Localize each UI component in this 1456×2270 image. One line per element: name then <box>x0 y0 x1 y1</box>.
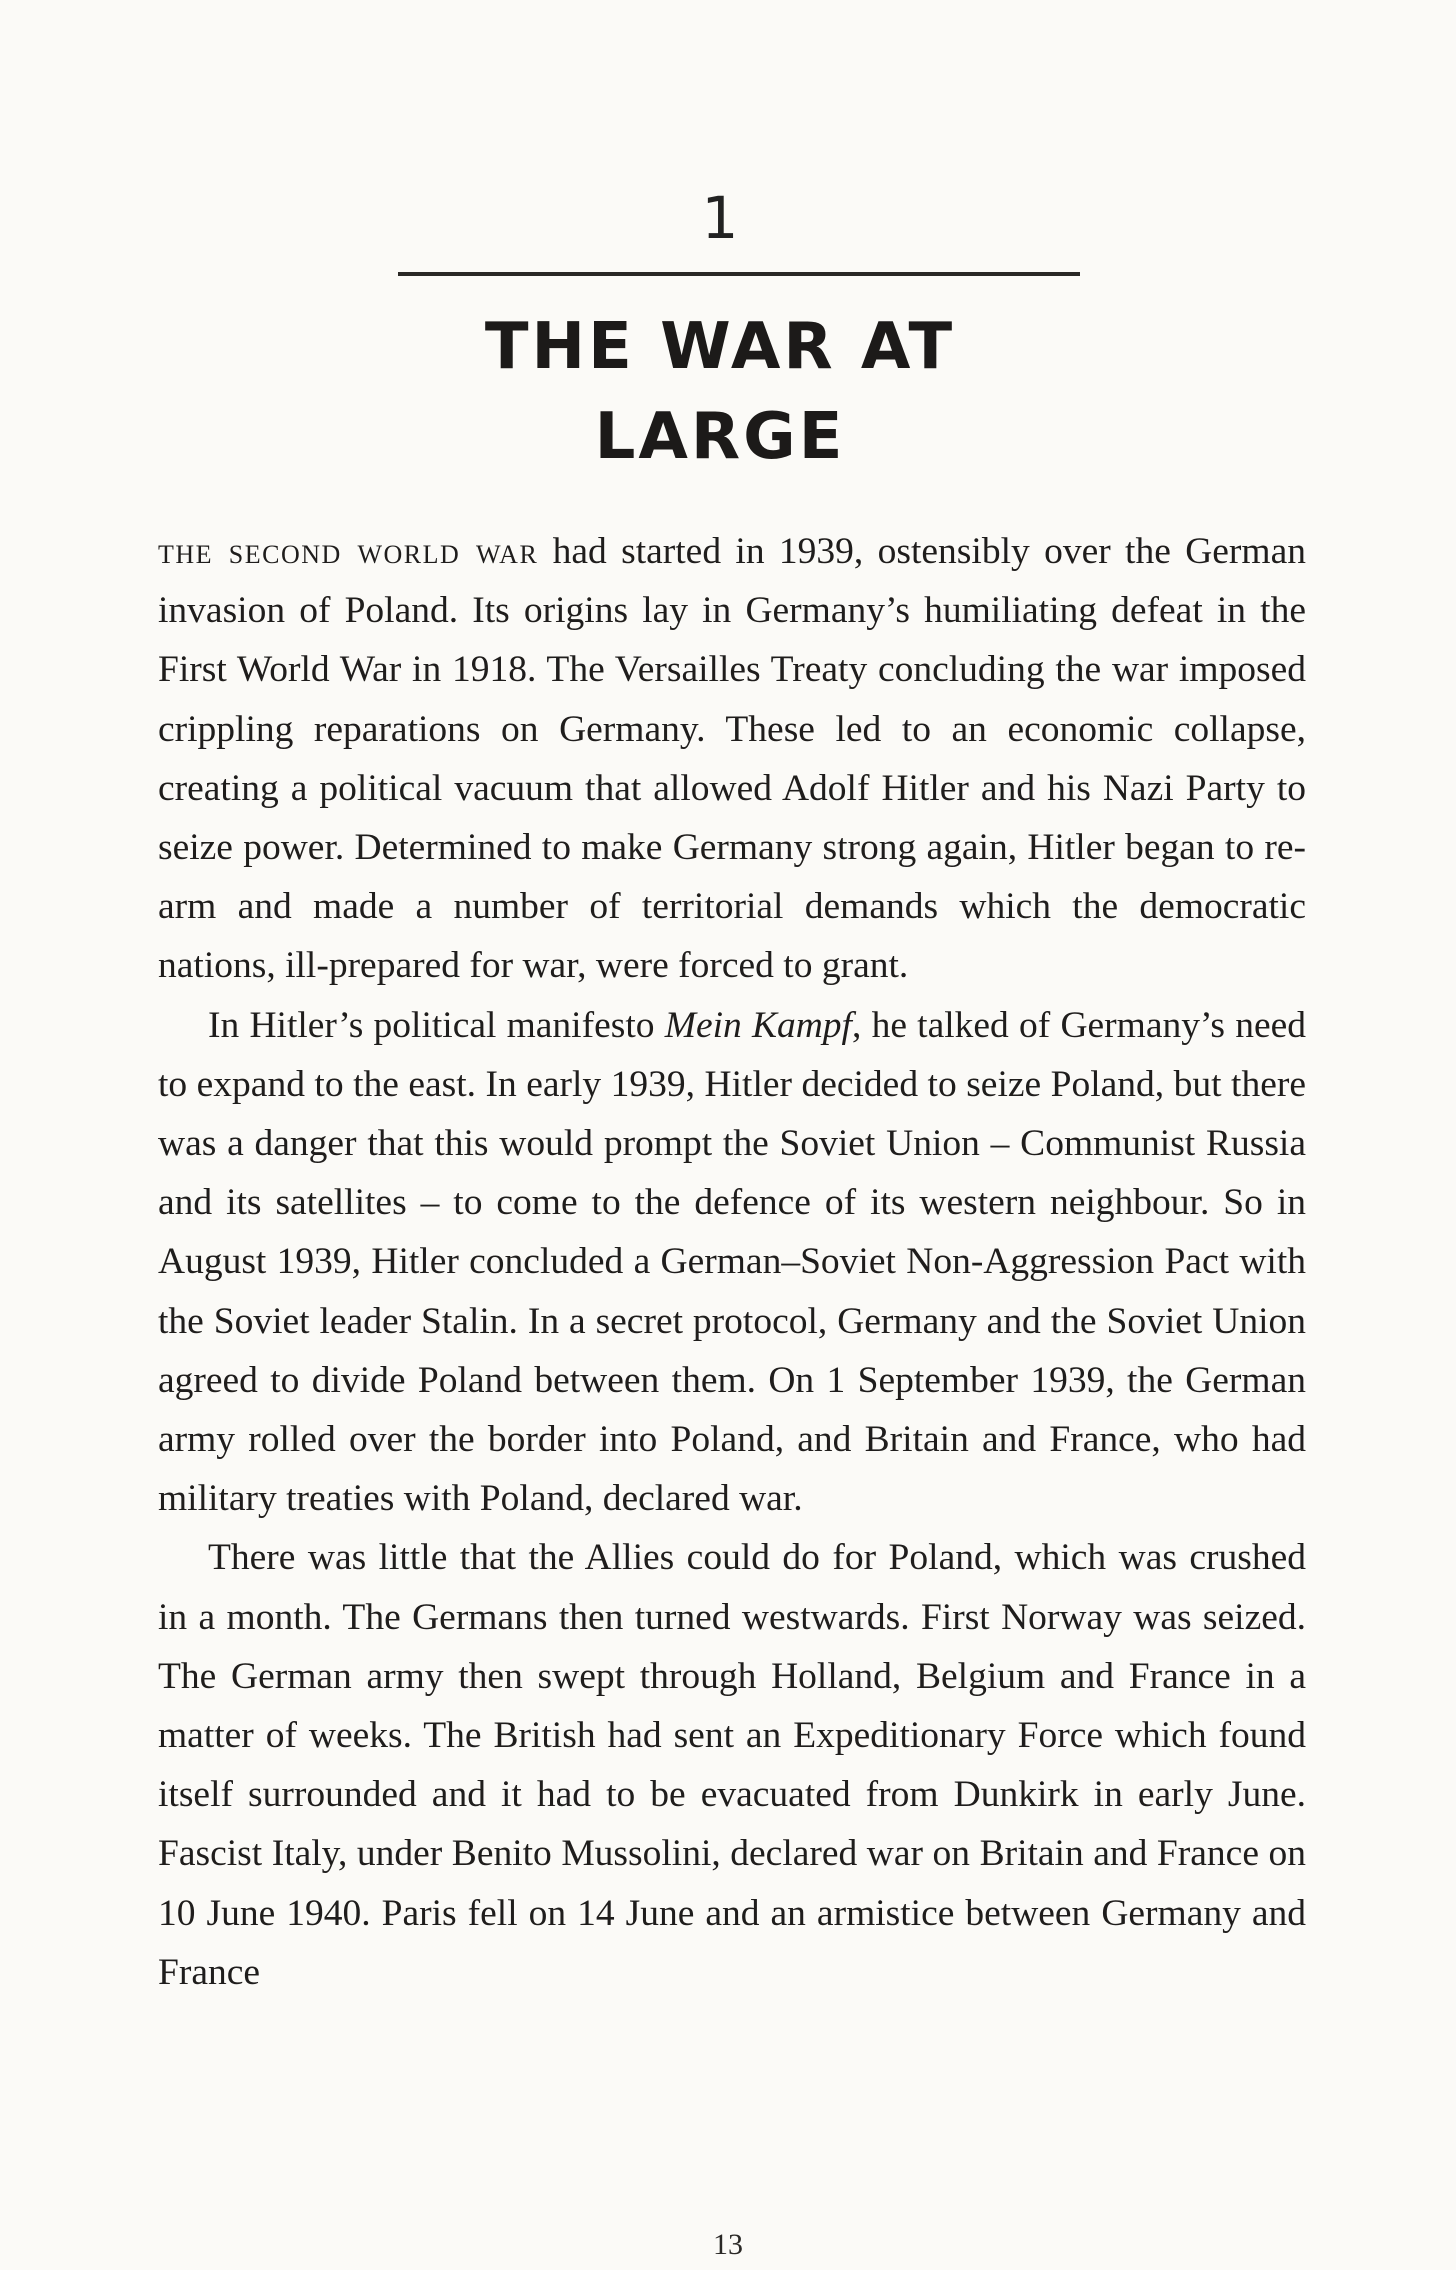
chapter-number: 1 <box>701 184 739 252</box>
paragraph-1-text: had started in 1939, ostensibly over the German invasion of Poland. Its origins lay in Germany’s humiliating defeat in the First World War in 1918. The Versailles Treaty concluding the war imposed crippling reparations on Germany. These led to an economic collapse, creating a political vacuum that allowed Adolf Hitler and his Nazi Party to seize power. Determined to make Germany strong again, Hitler began to re-arm and made a number of territorial demands which the democratic nations, ill-prepared for war, were forced to grant. <box>158 531 1306 987</box>
paragraph-2 <box>158 996 1306 1529</box>
paragraph-2-text-before: In Hitler’s political manifesto <box>208 1004 665 1046</box>
paragraph-1 <box>158 522 1306 996</box>
page-number: 13 <box>713 2228 743 2261</box>
opening-small-caps: the second world war <box>158 531 539 572</box>
paragraph-2-text-after: , he talked of Germany’s need to expand to the east. In early 1939, Hitler decided to seize Poland, but there was a danger that this would prompt the Soviet Union – Communist Russia and its satellites – to come to the defence of its western neighbour. So in August 1939, Hitler concluded a German–Soviet Non-Aggression Pact with the Soviet leader Stalin. In a secret protocol, Germany and the Soviet Union agreed to divide Poland between them. On 1 September 1939, the German army rolled over the border into Poland, and Britain and France, who had military treaties with Poland, declared war. <box>158 1004 1306 1520</box>
body-text <box>158 522 1306 2002</box>
book-title-italic: Mein Kampf <box>664 1004 852 1046</box>
chapter-divider <box>398 272 1080 276</box>
chapter-title: THE WAR AT LARGE <box>484 310 956 474</box>
paragraph-3: There was little that the Allies could do for Poland, which was crushed in a month. The Germans then turned westwards. First Norway was seized. The German army then swept through Holland, Belgium and France in a matter of weeks. The British had sent an Expeditionary Force which found itself surrounded and it had to be evacuated from Dunkirk in early June. Fascist Italy, under Benito Mussolini, declared war on Britain and France on 10 June 1940. Paris fell on 14 June and an armistice between Germany and France <box>158 1537 1306 1993</box>
